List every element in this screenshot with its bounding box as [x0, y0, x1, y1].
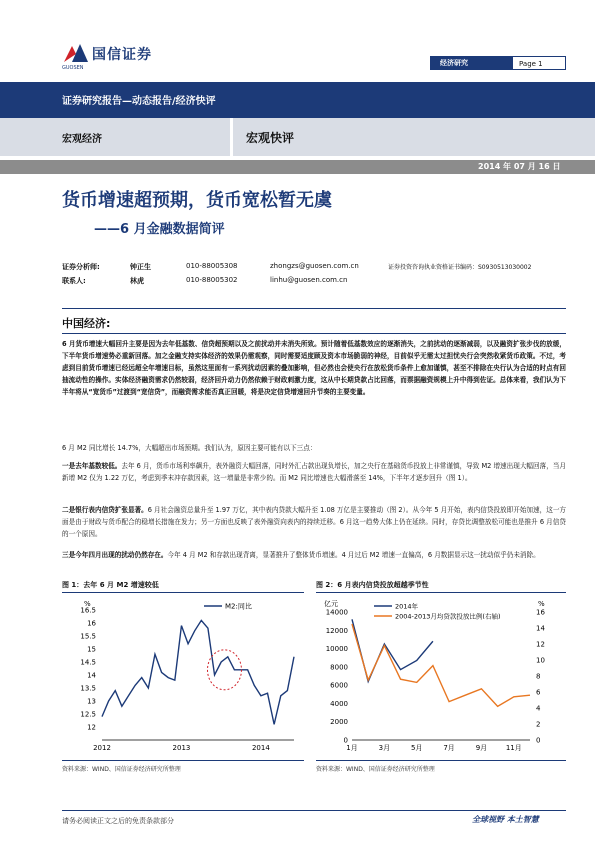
y-tick-label: 15: [87, 645, 96, 654]
y-left-tick-label: 10000: [325, 645, 348, 654]
paragraph-1: 6 月 M2 同比增长 14.7%，大幅超出市场预期。我们认为，原因主要可能有以下三点：: [62, 444, 317, 452]
analyst-role-0: 证券分析师:: [62, 263, 100, 271]
y-right-tick-label: 0: [536, 736, 541, 745]
fig2-rule-bottom: [316, 760, 566, 761]
series-line-0: [352, 619, 433, 681]
y-left-tick-label: 6000: [330, 681, 348, 690]
y-left-axis-label: 亿元: [324, 600, 338, 608]
legend-label-0: 2014年: [395, 602, 419, 611]
loan-seasonality-chart: [316, 596, 566, 756]
footer-rule: [62, 810, 566, 811]
paragraph-3: 二是银行表内信贷扩张显著。6 月社会融资总量升至 1.97 万亿，其中表内贷款大幅升至 1.08 万亿是主要推动（图 2）。从今年 5 月开始，表内信贷投放即开始加速，这一方面是由于财政与货币配合的稳增长措施在发力；另一方面也反映了表外融资向表内的持续迁移。6 月这一趋势大体上仍在延续。同时，存贷比调整放松可能也是推升 6 月信贷的一个原因。: [62, 506, 567, 538]
y-left-tick-label: 8000: [330, 663, 348, 672]
y-left-tick-label: 14000: [325, 608, 348, 617]
series-line-1: [352, 624, 530, 706]
x-tick-label: 1月: [346, 744, 358, 752]
section-heading: 中国经济:: [62, 317, 111, 330]
analyst-role-1: 联系人:: [62, 277, 86, 285]
analyst-name-0: 钟正生: [130, 263, 151, 271]
m2-series-line: [102, 620, 294, 724]
fig1-source: 资料来源：WIND、国信证券经济研究所整理: [62, 766, 181, 773]
guosen-logo-icon: [62, 42, 90, 64]
y-tick-label: 16: [87, 619, 96, 628]
analyst-name-1: 林虎: [130, 277, 144, 285]
m2-growth-chart: [62, 596, 304, 756]
report-date: 2014 年 07 月 16 日: [478, 162, 561, 171]
y-tick-label: 12.5: [80, 710, 96, 719]
footer-disclaimer: 请务必阅读正文之后的免责条款部分: [62, 817, 174, 825]
y-left-tick-label: 12000: [325, 626, 348, 635]
footer-slogan: 全球视野 本土智慧: [472, 815, 539, 824]
y-right-tick-label: 8: [536, 672, 541, 681]
x-tick-label: 2014: [251, 744, 270, 752]
x-tick-label: 5月: [410, 744, 423, 752]
y-right-tick-label: 16: [536, 608, 545, 617]
paragraph-4: 三是今年四月出现的扰动仍然存在。今年 4 月 M2 和存款出现背离，显著推升了整体货币增速。4 月过后 M2 增速一直偏高，6 月数据显示这一扰动似乎仍未消除。: [62, 551, 540, 559]
legend-label-1: 2004-2013月均贷款投放比例(右轴): [395, 612, 501, 621]
y-left-tick-label: 4000: [330, 699, 348, 708]
x-tick-label: 9月: [475, 744, 488, 752]
summary-paragraph: 6 月货币增速大幅回升主要是因为去年低基数、信贷超预期以及之前扰动并未消失所致。预计随着低基数效应的逐渐消失，之前扰动的逐渐减弱，以及融资扩张步伐的放缓，下半年货币增速势必重新回落。加之金融支持实体经济的效果仍需观察，同时需要适度顾及资本市场脆弱的神经，目前似乎无需太过担忧央行会突然收紧货币政策。不过，考虑到目前货币增速已经远超全年增速目标，虽然这里面有一系列扰动因素的叠加影响，但必然也会使央行在放松货币条件上愈加谨慎，甚至不排除在央行认为合适的时点有回抽流动性的操作。实体经济融资需求仍然较弱，经济回升动力仍然依赖于财政刺激力度，这从中长期贷款占比回落，而票据融资规模上升中得到佐证。总体来看，我们认为下半年将从“宽货币”过渡到“宽信贷”，而融资需求能否真正回暖，将是决定信贷增速回升节奏的主要变量。: [62, 340, 566, 396]
section-rule-top: [62, 308, 566, 309]
analyst-email-0: zhongzs@guosen.com.cn: [270, 262, 359, 270]
fig2-rule: [316, 592, 566, 593]
y-right-tick-label: 14: [536, 624, 545, 633]
section-rule-bottom: [62, 333, 566, 334]
x-tick-label: 3月: [378, 744, 391, 752]
x-tick-label: 7月: [443, 744, 455, 752]
y-tick-label: 14: [87, 671, 96, 680]
y-tick-label: 15.5: [80, 632, 96, 641]
analyst-phone-1: 010-88005302: [186, 276, 238, 284]
x-tick-label: 2012: [93, 744, 111, 752]
analyst-cert-0: 证券投资咨询执业资格证书编码：S0930513030002: [388, 264, 532, 271]
y-right-tick-label: 4: [536, 704, 541, 713]
y-right-tick-label: 2: [536, 720, 541, 729]
fig1-rule-bottom: [62, 760, 304, 761]
y-tick-label: 14.5: [80, 658, 96, 667]
y-right-tick-label: 12: [536, 640, 545, 649]
y-tick-label: 13: [87, 697, 96, 706]
y-tick-label: 12: [87, 723, 96, 732]
legend-label: M2:同比: [225, 602, 252, 611]
page-title: 货币增速超预期，货币宽松暂无虞: [62, 190, 332, 211]
x-tick-label: 11月: [505, 744, 522, 752]
fig2-source: 资料来源：WIND、国信证券经济研究所整理: [316, 766, 435, 773]
fig2-title: 图 2：6 月表内信贷投放超越季节性: [316, 581, 429, 589]
logo-text: 国信证券: [92, 47, 152, 63]
analyst-phone-0: 010-88005308: [186, 262, 238, 270]
fig1-title: 图 1：去年 6 月 M2 增速较低: [62, 581, 159, 589]
y-right-tick-label: 6: [536, 688, 541, 697]
band-separator: [230, 118, 233, 156]
y-axis-label: %: [84, 600, 91, 608]
page-subtitle: ——6 月金融数据简评: [94, 222, 225, 237]
y-tick-label: 16.5: [80, 606, 96, 615]
analyst-email-1: linhu@guosen.com.cn: [270, 276, 348, 284]
fig1-rule: [62, 592, 304, 593]
paragraph-2: 一是去年基数较低。去年 6 月，货币市场利率飙升，表外融资大幅回落，同时外汇占款出现负增长，加之央行在基础货币投放上非常谨慎，导致 M2 增速出现大幅回落，当月新增 M2 仅为 1.22 万亿，考虑到季末冲存款因素，这一增量是非常少的。而 M2 同比增速也大幅滑落至 14%，下半年才逐步回升（图 1）。: [62, 462, 567, 482]
report-type: 证券研究报告—动态报告/经济快评: [62, 96, 216, 107]
category-left: 宏观经济: [62, 134, 102, 145]
y-left-tick-label: 2000: [330, 718, 348, 727]
y-right-axis-label: %: [538, 600, 545, 608]
y-right-tick-label: 10: [536, 656, 545, 665]
logo-sub: GUOSEN: [62, 65, 84, 71]
x-tick-label: 2013: [172, 744, 191, 752]
category-right: 宏观快评: [246, 131, 295, 145]
y-left-tick-label: 0: [343, 736, 348, 745]
page-number: Page 1: [512, 56, 566, 70]
header-tag: 经济研究: [430, 56, 512, 70]
y-tick-label: 13.5: [80, 684, 96, 693]
